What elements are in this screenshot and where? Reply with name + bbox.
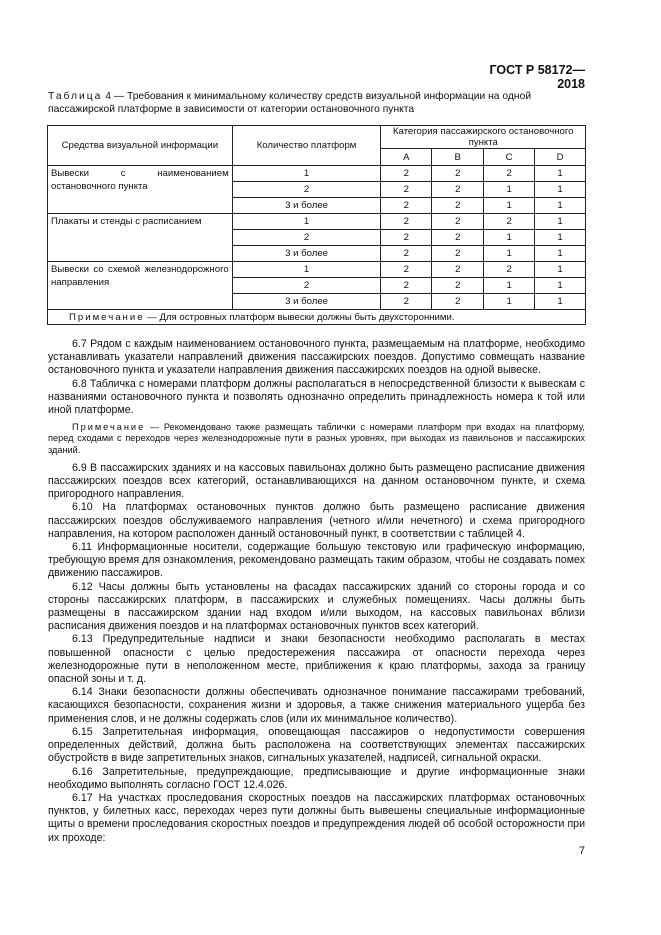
table-caption <box>48 91 588 116</box>
category-value-cell: 1 <box>535 166 586 182</box>
platform-count-cell: 2 <box>232 230 381 246</box>
category-value-cell: 2 <box>484 262 535 278</box>
category-value-cell: 2 <box>381 198 432 214</box>
category-value-cell: 2 <box>381 166 432 182</box>
category-value-cell: 2 <box>381 230 432 246</box>
category-value-cell: 1 <box>484 182 535 198</box>
category-value-cell: 2 <box>381 246 432 262</box>
category-value-cell: 2 <box>432 278 484 294</box>
category-value-cell: 2 <box>484 214 535 230</box>
paragraph-6-9: 6.9 В пассажирских зданиях и на кассовых павильонах должно быть размещено расписание движения пассажирских поездов всех категорий, останавливающихся на данном остановочном пункте, и схема пригородного направления. <box>48 461 585 501</box>
means-name-cell: Вывески со схемой железнодорожного направления <box>48 262 233 310</box>
means-name-cell: Плакаты и стенды с расписанием <box>48 214 233 262</box>
category-header-c: C <box>484 149 535 166</box>
paragraph-6-13: 6.13 Предупредительные надписи и знаки безопасности необходимо располагать в местах повышенной опасности с целью предостережения пассажира от опасности перехода через железнодорожные пути в неположенном месте, приближения к краю платформы, захода за границу опасной зоны и т. д. <box>48 633 585 686</box>
column-header-means: Средства визуальной информации <box>48 126 233 166</box>
paragraph-6-8: 6.8 Табличка с номерами платформ должны располагаться в непосредственной близости к вывескам с названиями остановочного пункта и позволять однозначно определить принадлежность номера к той или иной платформе. <box>48 377 585 417</box>
category-value-cell: 1 <box>535 182 586 198</box>
category-value-cell: 2 <box>484 166 535 182</box>
category-value-cell: 2 <box>432 230 484 246</box>
page-number: 7 <box>578 845 585 857</box>
paragraph-6-14: 6.14 Знаки безопасности должны обеспечивать однозначное понимание пассажирами требований, касающихся безопасности, сохранения жизни и здоровья, а также снижения материального ущерба без применения слов, и не должны содержать слов (или их минимальное количество). <box>48 686 585 725</box>
document-header: ГОСТ Р 58172—2018 <box>489 63 585 91</box>
paragraph-6-15: 6.15 Запретительная информация, оповещающая пассажиров о недопустимости совершения определенных действий, должна быть расположена на соответствующих элементах пассажирских обустройств в виде запретительных знаков, сигнальных указателей, надписей, сигнальной окраски. <box>48 725 585 765</box>
category-value-cell: 1 <box>484 246 535 262</box>
category-header-d: D <box>535 149 586 166</box>
table-row <box>48 166 586 182</box>
category-value-cell: 2 <box>432 166 484 182</box>
means-name-cell: Вывески с наименованием остановочного пункта <box>48 166 233 214</box>
category-value-cell: 1 <box>484 294 535 310</box>
table-note-text: — Для островных платформ вывески должны быть двухсторонними. <box>144 311 455 323</box>
note-text: — Рекомендовано также размещать таблички с номерами платформ при входах на платформу, перед сходами с переходов через железнодорожные пути в разных уровнях, при выходах из павильонов и пассажирских зданий. <box>48 422 585 455</box>
paragraph-6-17: 6.17 На участках проследования скоростных поездов на пассажирских платформах остановочных пунктов, у билетных касс, переходах через пути должны быть вывешены специальные информационные щиты о времени проследования скоростных поездов и предупреждения людей об особой осторожности при их проходе: <box>48 791 585 844</box>
category-value-cell: 2 <box>381 294 432 310</box>
category-value-cell: 2 <box>432 182 484 198</box>
column-header-category: Категория пассажирского остановочного пункта <box>381 126 586 149</box>
platform-count-cell: 2 <box>232 182 381 198</box>
category-value-cell: 2 <box>432 198 484 214</box>
category-value-cell: 1 <box>484 198 535 214</box>
table-row <box>48 214 586 230</box>
category-value-cell: 1 <box>535 198 586 214</box>
note-paragraph <box>48 422 585 456</box>
category-header-a: A <box>381 149 432 166</box>
platform-count-cell: 1 <box>232 214 381 230</box>
category-value-cell: 2 <box>432 214 484 230</box>
category-value-cell: 1 <box>535 262 586 278</box>
category-value-cell: 2 <box>432 294 484 310</box>
table-row <box>48 262 586 278</box>
category-value-cell: 1 <box>535 230 586 246</box>
paragraph-6-7: 6.7 Рядом с каждым наименованием остановочного пункта, размещаемым на платформе, необходимо устанавливать указатели направлений движения пассажирских поездов. Допустимо совмещать название остановочного пункта и указатели направления движения пассажирских поездов на одной вывеске. <box>48 338 585 377</box>
paragraph-6-12: 6.12 Часы должны быть установлены на фасадах пассажирских зданий со стороны города и со стороны пассажирских платформ, в пассажирских и служебных помещениях. Часы должны быть размещены в пассажирском здании над входом и/или выходом, на кассовых павильонах вблизи расписания движения поездов и на платформах остановочных пунктов всех категорий. <box>48 580 585 633</box>
category-value-cell: 2 <box>432 262 484 278</box>
table-note <box>48 310 586 325</box>
platform-count-cell: 2 <box>232 278 381 294</box>
table-caption-label: Таблица <box>48 91 103 102</box>
category-value-cell: 2 <box>381 278 432 294</box>
category-value-cell: 2 <box>381 214 432 230</box>
paragraph-6-16: 6.16 Запретительные, предупреждающие, предписывающие и другие информационные знаки необходимо выполнять согласно ГОСТ 12.4.026. <box>48 765 585 791</box>
table-caption-text: 4 — Требования к минимальному количеству средств визуальной информации на одной пассажирской платформе в зависимости от категории остановочного пункта <box>48 91 532 115</box>
category-value-cell: 2 <box>381 262 432 278</box>
note-label: Примечание <box>72 422 146 433</box>
platform-count-cell: 1 <box>232 166 381 182</box>
platform-count-cell: 3 и более <box>232 294 381 310</box>
table-note-label: Примечание <box>69 311 145 323</box>
category-value-cell: 1 <box>535 246 586 262</box>
category-value-cell: 1 <box>484 278 535 294</box>
requirements-table <box>47 125 586 325</box>
platform-count-cell: 3 и более <box>232 246 381 262</box>
body-text <box>48 338 585 845</box>
paragraph-6-11: 6.11 Информационные носители, содержащие большую текстовую или графическую информацию, требующую время для ознакомления, рекомендовано размещать таким образом, чтобы не создавать помех движению пассажиров. <box>48 541 585 580</box>
category-header-b: B <box>432 149 484 166</box>
platform-count-cell: 3 и более <box>232 198 381 214</box>
category-value-cell: 2 <box>432 246 484 262</box>
category-value-cell: 1 <box>535 214 586 230</box>
category-value-cell: 1 <box>535 278 586 294</box>
category-value-cell: 1 <box>535 294 586 310</box>
platform-count-cell: 1 <box>232 262 381 278</box>
table-body <box>48 166 586 310</box>
column-header-platforms: Количество платформ <box>232 126 381 166</box>
paragraph-6-10: 6.10 На платформах остановочных пунктов должно быть размещено расписание движения пассажирских поездов обслуживаемого направления (четного и/или нечетного) и схема пригородного направления, на котором расположен данный остановочный пункт, в соответствии с таблицей 4. <box>48 501 585 540</box>
category-value-cell: 2 <box>381 182 432 198</box>
category-value-cell: 1 <box>484 230 535 246</box>
